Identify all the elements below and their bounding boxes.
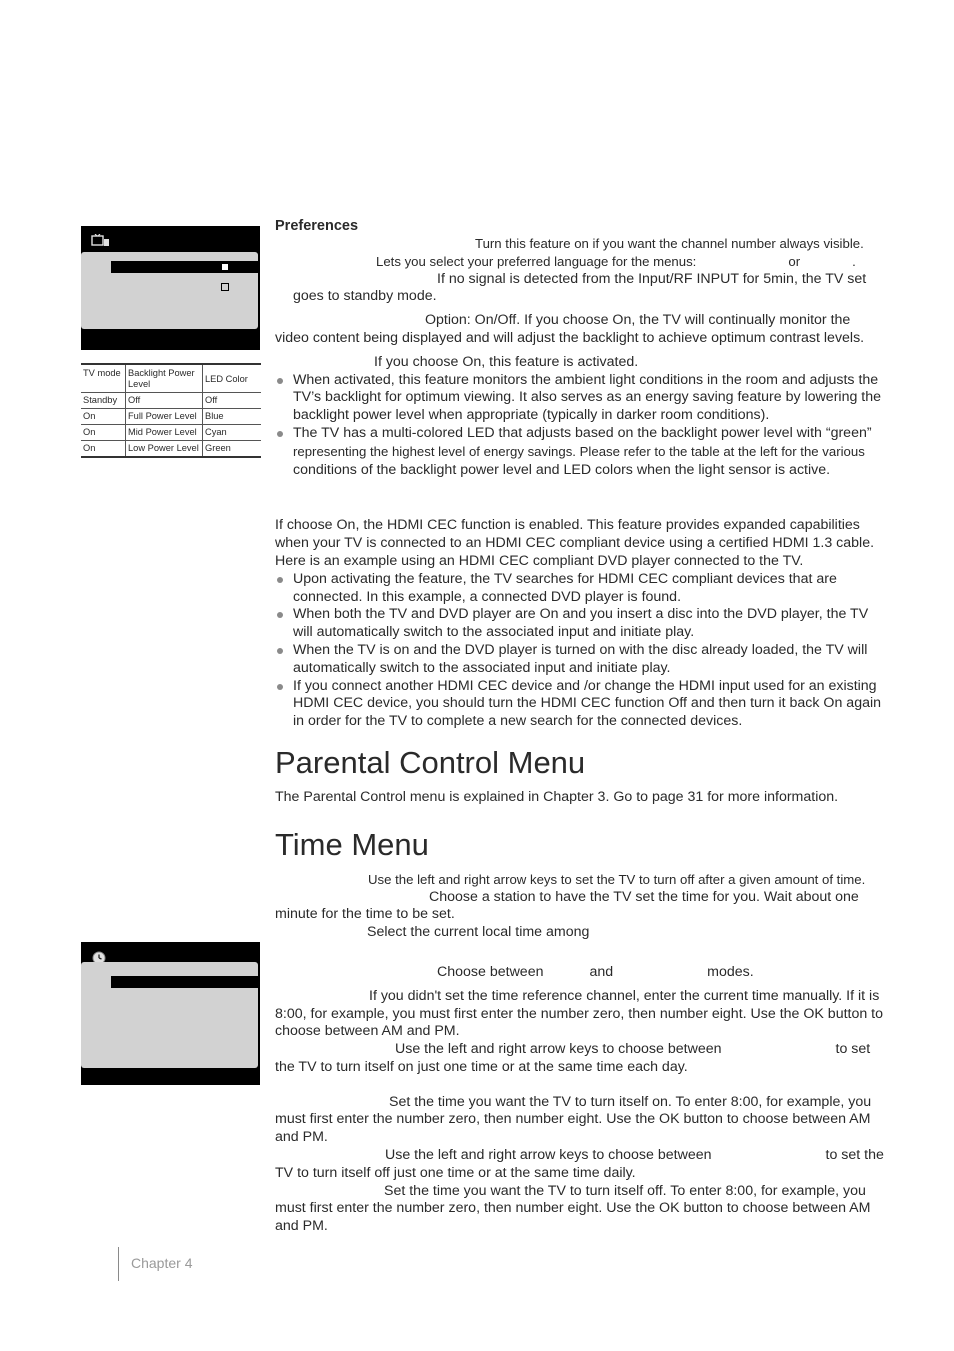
language-text-pre: Lets you select your preferred language for the menus: bbox=[376, 253, 697, 269]
table-row bbox=[81, 409, 261, 425]
page-footer bbox=[118, 1247, 192, 1281]
off-timer-end: to set the TV to turn itself off just one time or at the same time daily. bbox=[275, 1147, 884, 1181]
table-cell: Off bbox=[126, 393, 203, 409]
time-menu-title: Time Menu bbox=[275, 826, 429, 862]
parental-control-text: The Parental Control menu is explained in Chapter 3. Go to page 31 for more information. bbox=[275, 788, 839, 805]
manual-time-text bbox=[275, 988, 887, 1041]
list-item: When activated, this feature monitors the ambient light conditions in the room and adjusts the TV’s backlight for optimum viewing. It also serves as an energy saving feature by lowering the backlight power level when appropriate (typically in darker room conditions). bbox=[275, 372, 887, 425]
off-time-text bbox=[275, 1183, 887, 1236]
table-cell: On bbox=[81, 409, 126, 425]
menu-checkbox-selected bbox=[221, 263, 229, 271]
main-content bbox=[275, 218, 887, 1236]
table-row bbox=[81, 425, 261, 441]
table-cell: On bbox=[81, 441, 126, 458]
on-timer-pre: Use the left and right arrow keys to choose between bbox=[395, 1041, 722, 1058]
table-cell: Full Power Level bbox=[126, 409, 203, 425]
table-cell: Green bbox=[203, 441, 262, 458]
tv-settings-icon bbox=[91, 234, 111, 248]
table-header-cell: TV mode bbox=[81, 364, 126, 393]
list-item: When the TV is on and the DVD player is turned on with the disc already loaded, the TV will automatically switch to the associated input and initiate play. bbox=[275, 642, 887, 678]
time-zone-text: Select the current local time among bbox=[367, 924, 590, 941]
list-item-line: representing the highest level of energy savings. Please refer to the table at the left for the various bbox=[293, 443, 865, 459]
dst-text-and: and bbox=[589, 963, 614, 980]
channel-number-text: Turn this feature on if you want the channel number always visible. bbox=[475, 236, 864, 251]
time-menu-screen bbox=[81, 942, 260, 1085]
on-timer-end: to set the TV to turn itself on just one time or at the same time each day. bbox=[275, 1041, 871, 1075]
off-timer-text bbox=[275, 1147, 887, 1183]
preferences-menu-screen bbox=[81, 226, 260, 350]
off-time-value: Set the time you want the TV to turn itself off. To enter 8:00, for example, you must first enter the number zero, then number eight. Use the OK button to choose between AM and PM. bbox=[275, 1182, 871, 1235]
dst-text-pre: Choose between bbox=[437, 963, 544, 980]
table-cell: Cyan bbox=[203, 425, 262, 441]
table-row bbox=[81, 441, 261, 458]
parental-control-title: Parental Control Menu bbox=[275, 744, 586, 780]
list-item-line: conditions of the backlight power level and LED colors when the light sensor is active. bbox=[293, 461, 831, 478]
chapter-label: Chapter 4 bbox=[131, 1255, 193, 1271]
table-row bbox=[81, 393, 261, 409]
list-item: Upon activating the feature, the TV searches for HDMI CEC compliant devices that are connected. In this example, a connected DVD player is found. bbox=[275, 571, 887, 607]
language-text-end: . bbox=[852, 253, 856, 269]
time-station-text bbox=[275, 889, 887, 925]
list-item: When both the TV and DVD player are On and you insert a disc into the DVD player, the TV will automatically switch to the associated input and initiate play. bbox=[275, 606, 887, 642]
light-sensor-list bbox=[275, 372, 887, 480]
table-header-cell: Backlight Power Level bbox=[126, 364, 203, 393]
table-cell: Blue bbox=[203, 409, 262, 425]
backlight-option-text bbox=[275, 312, 887, 348]
menu-checkbox bbox=[221, 283, 229, 291]
sleep-timer-text: Use the left and right arrow keys to set the TV to turn off after a given amount of time. bbox=[368, 871, 866, 887]
preferences-menu-highlight bbox=[111, 261, 260, 273]
table-cell: On bbox=[81, 425, 126, 441]
list-item-line: The TV has a multi-colored LED that adjusts based on the backlight power level with “green” bbox=[293, 424, 872, 441]
table-cell: Mid Power Level bbox=[126, 425, 203, 441]
language-text-or: or bbox=[788, 253, 801, 269]
hdmi-cec-list bbox=[275, 571, 887, 731]
on-time-value: Set the time you want the TV to turn itself on. To enter 8:00, for example, you must first enter the number zero, then number eight. Use the OK button to choose between AM and PM. bbox=[275, 1093, 872, 1146]
table-cell: Low Power Level bbox=[126, 441, 203, 458]
preferences-menu-panel bbox=[81, 252, 258, 329]
table-header-cell: LED Color bbox=[203, 364, 262, 393]
light-sensor-text: If you choose On, this feature is activated. bbox=[374, 353, 639, 370]
manual-time-value: If you didn't set the time reference channel, enter the current time manually. If it is 8:00, for example, you must first enter the number zero, then number eight. Use the OK button to choose between AM and PM. bbox=[275, 987, 884, 1040]
no-signal-text bbox=[275, 271, 887, 307]
hdmi-cec-intro: If choose On, the HDMI CEC function is enabled. This feature provides expanded capabilities when your TV is connected to an HDMI CEC compliant device using a certified HDMI 1.3 cable. Here is an example using an HDMI CEC compliant DVD player connected to the TV. bbox=[275, 517, 875, 569]
on-time-text bbox=[275, 1094, 887, 1147]
on-timer-text bbox=[275, 1041, 887, 1077]
table-cell: Off bbox=[203, 393, 262, 409]
language-text bbox=[275, 253, 887, 271]
dst-text bbox=[275, 964, 887, 982]
backlight-option-value: Option: On/Off. If you choose On, the TV will continually monitor the video content being displayed and will adjust the backlight to achieve optimum contrast levels. bbox=[275, 312, 865, 346]
dst-text-end: modes. bbox=[707, 963, 754, 980]
list-item: If you connect another HDMI CEC device and /or change the HDMI input used for an existing HDMI CEC device, you should turn the HDMI CEC function Off and then turn it back On again in order for the TV to complete a new search for the connected devices. bbox=[275, 678, 887, 731]
time-menu-panel bbox=[81, 962, 258, 1068]
time-menu-highlight bbox=[111, 976, 260, 988]
off-timer-pre: Use the left and right arrow keys to choose between bbox=[385, 1147, 712, 1164]
no-signal-value: If no signal is detected from the Input/RF INPUT for 5min, the TV set goes to standby mode. bbox=[293, 270, 867, 305]
list-item bbox=[275, 425, 887, 479]
preferences-heading: Preferences bbox=[275, 218, 359, 234]
table-header-row bbox=[81, 364, 261, 393]
time-station-value: Choose a station to have the TV set the time for you. Wait about one minute for the time to be set. bbox=[275, 888, 859, 923]
table-cell: Standby bbox=[81, 393, 126, 409]
led-color-table bbox=[81, 363, 261, 458]
